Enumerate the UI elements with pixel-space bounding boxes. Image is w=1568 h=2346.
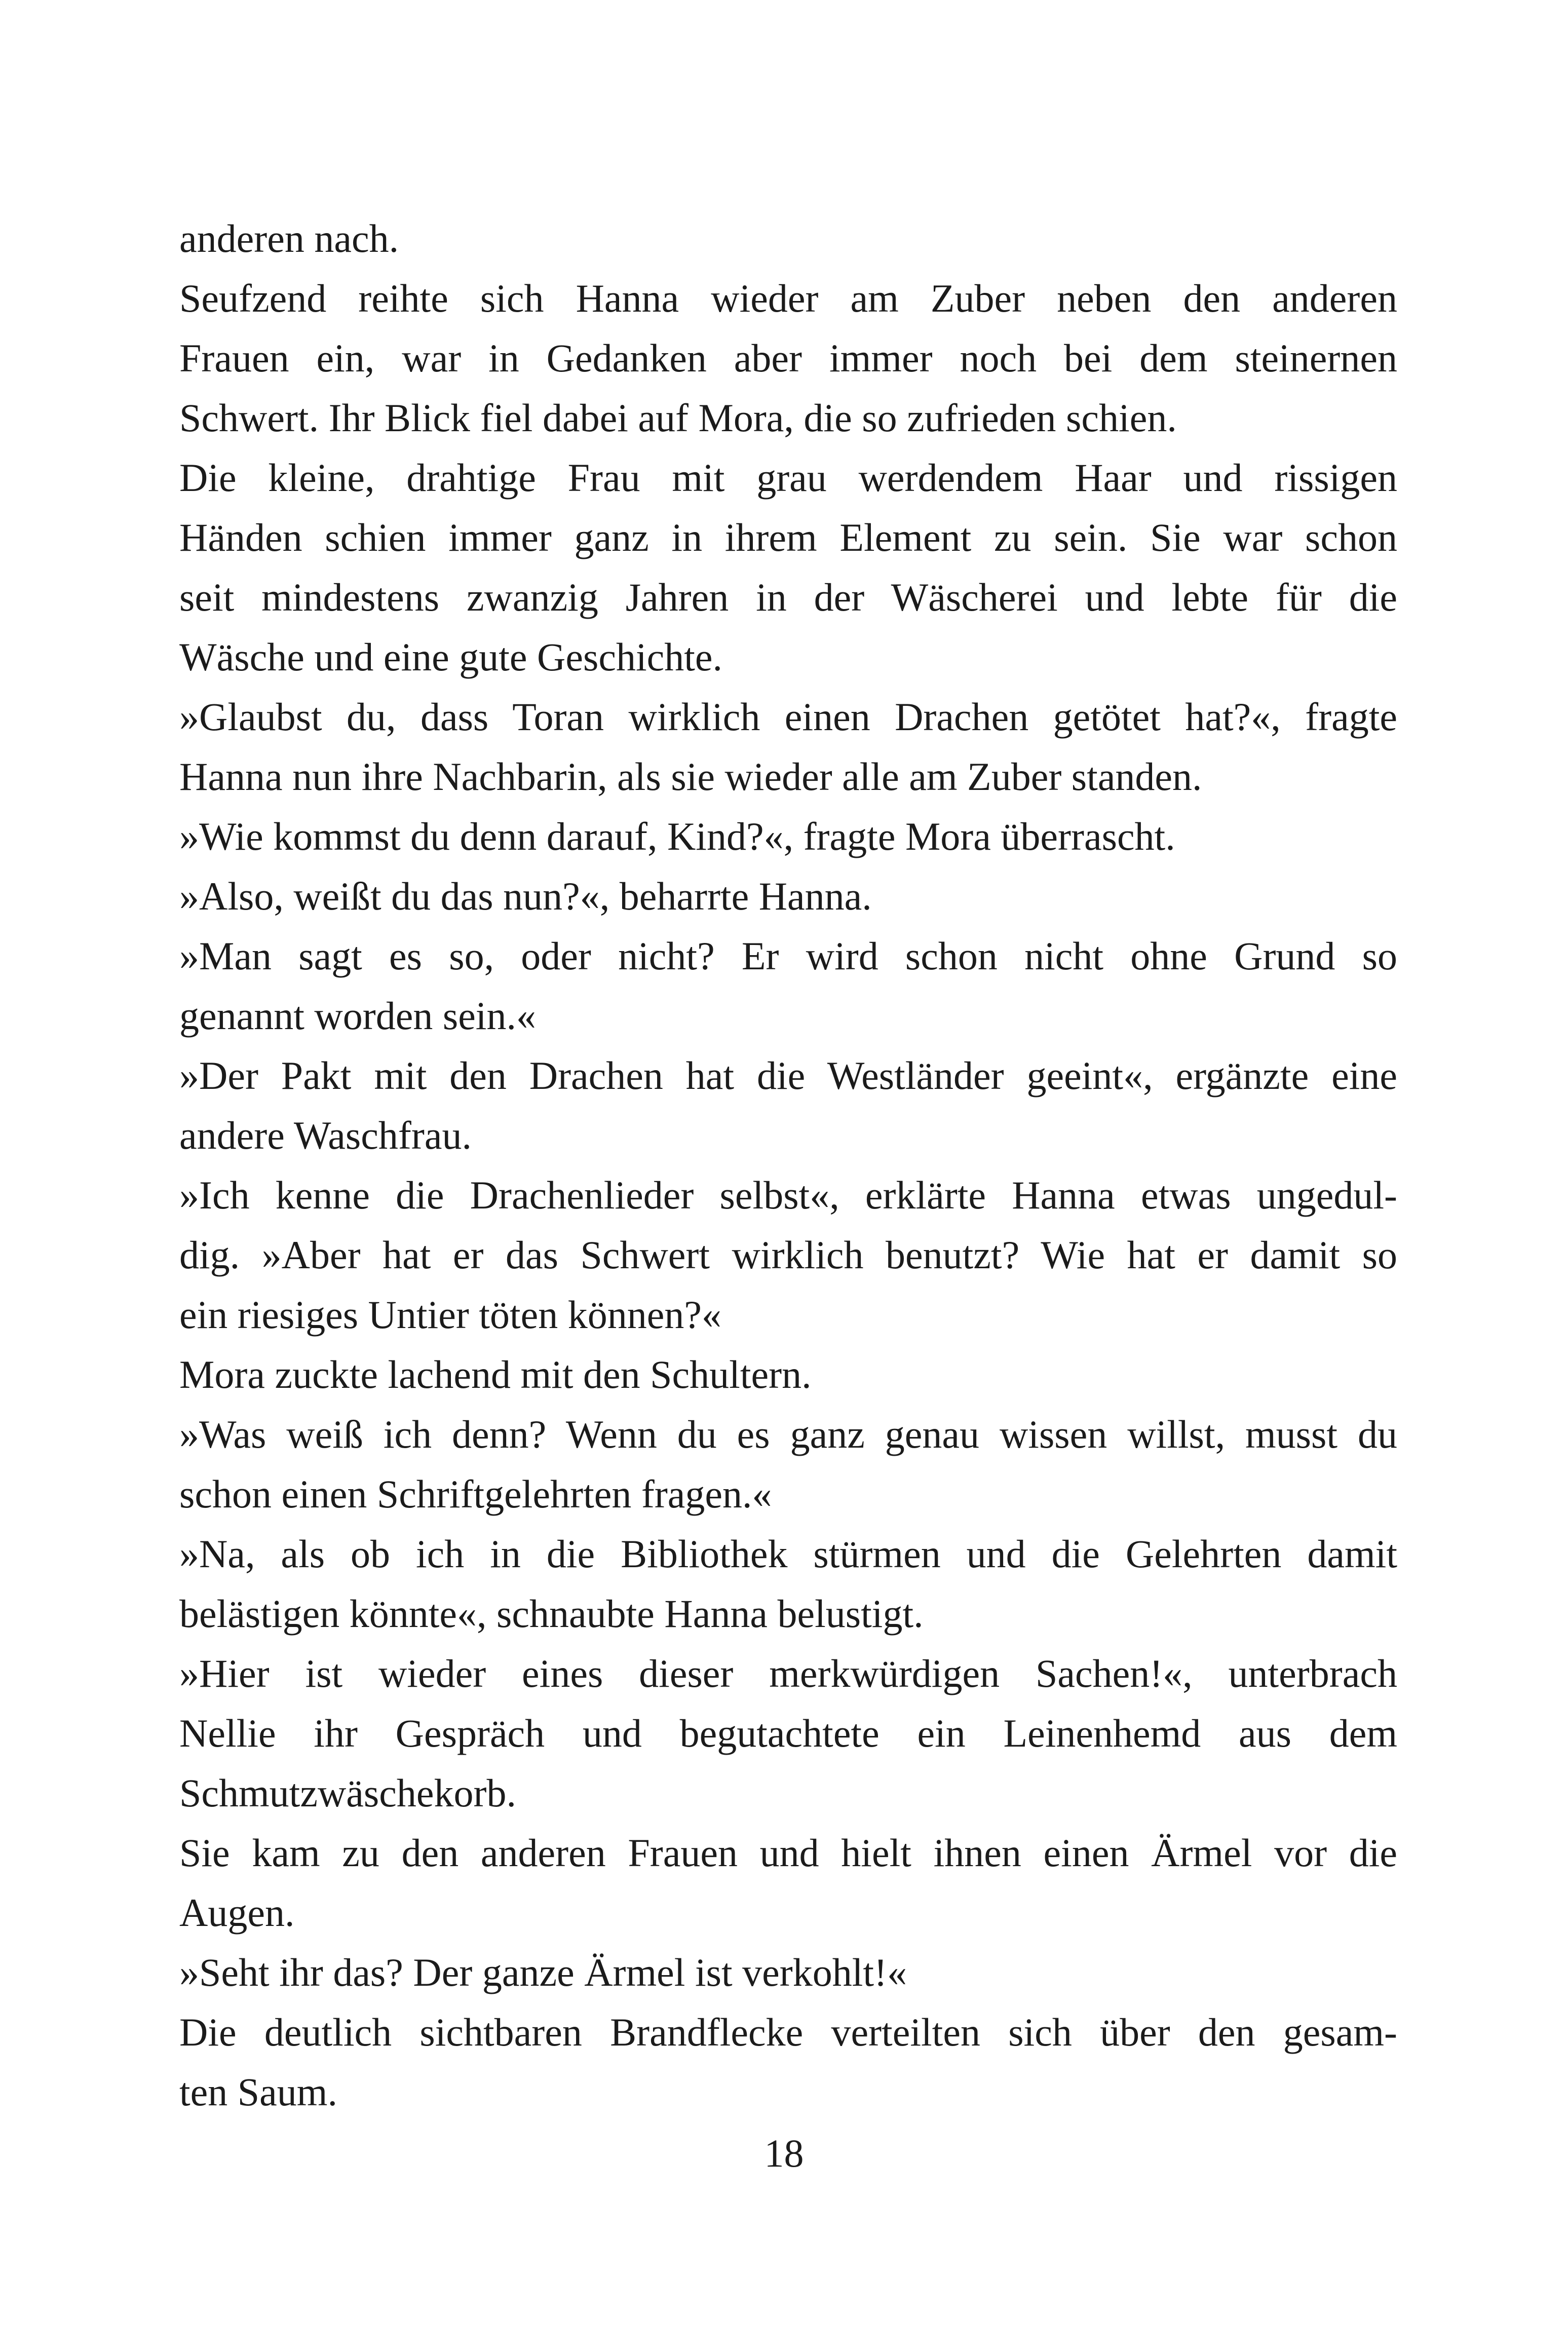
text-line: genannt worden sein.« bbox=[179, 994, 536, 1038]
text-line: Die kleine, drahtige Frau mit grau werdendem Haar und rissigen bbox=[179, 456, 1397, 500]
text-line: andere Waschfrau. bbox=[179, 1113, 472, 1157]
text-line: belästigen könnte«, schnaubte Hanna belustigt. bbox=[179, 1592, 924, 1636]
text-line: Mora zuckte lachend mit den Schultern. bbox=[179, 1352, 812, 1396]
text-line: »Also, weißt du das nun?«, beharrte Hanna. bbox=[179, 874, 872, 918]
text-line: seit mindestens zwanzig Jahren in der Wäscherei und lebte für die bbox=[179, 575, 1397, 619]
text-line: ten Saum. bbox=[179, 2070, 337, 2114]
text-line: schon einen Schriftgelehrten fragen.« bbox=[179, 1472, 772, 1516]
text-line: »Seht ihr das? Der ganze Ärmel ist verkohlt!« bbox=[179, 1950, 907, 1994]
text-line: Nellie ihr Gespräch und begutachtete ein Leinenhemd aus dem bbox=[179, 1711, 1397, 1755]
text-line: Frauen ein, war in Gedanken aber immer noch bei dem steinernen bbox=[179, 336, 1397, 380]
text-line: Augen. bbox=[179, 1890, 295, 1935]
text-line: »Hier ist wieder eines dieser merkwürdigen Sachen!«, unterbrach bbox=[179, 1651, 1397, 1695]
text-line: Schmutzwäschekorb. bbox=[179, 1771, 516, 1815]
body-text bbox=[179, 209, 1397, 2122]
text-line: »Der Pakt mit den Drachen hat die Westländer geeint«, ergänzte eine bbox=[179, 1053, 1397, 1098]
text-line: »Man sagt es so, oder nicht? Er wird schon nicht ohne Grund so bbox=[179, 934, 1397, 978]
text-line: »Glaubst du, dass Toran wirklich einen Drachen getötet hat?«, fragte bbox=[179, 695, 1397, 739]
page-number: 18 bbox=[764, 2131, 804, 2175]
text-line: dig. »Aber hat er das Schwert wirklich benutzt? Wie hat er damit so bbox=[179, 1233, 1397, 1277]
text-line: »Was weiß ich denn? Wenn du es ganz genau wissen willst, musst du bbox=[179, 1412, 1397, 1456]
text-line: Die deutlich sichtbaren Brandflecke verteilten sich über den gesam- bbox=[179, 2010, 1397, 2054]
text-line: »Na, als ob ich in die Bibliothek stürmen und die Gelehrten damit bbox=[179, 1532, 1397, 1576]
text-line: »Ich kenne die Drachenlieder selbst«, erklärte Hanna etwas ungedul- bbox=[179, 1173, 1397, 1217]
text-line: Händen schien immer ganz in ihrem Element zu sein. Sie war schon bbox=[179, 515, 1397, 559]
text-line: »Wie kommst du denn darauf, Kind?«, fragte Mora überrascht. bbox=[179, 814, 1175, 858]
text-line: Hanna nun ihre Nachbarin, als sie wieder alle am Zuber standen. bbox=[179, 754, 1202, 799]
text-line: anderen nach. bbox=[179, 216, 399, 260]
text-line: ein riesiges Untier töten können?« bbox=[179, 1293, 722, 1337]
text-line: Wäsche und eine gute Geschichte. bbox=[179, 635, 723, 679]
text-line: Sie kam zu den anderen Frauen und hielt ihnen einen Ärmel vor die bbox=[179, 1831, 1397, 1875]
text-line: Seufzend reihte sich Hanna wieder am Zuber neben den anderen bbox=[179, 276, 1397, 320]
text-line: Schwert. Ihr Blick fiel dabei auf Mora, die so zufrieden schien. bbox=[179, 396, 1177, 440]
